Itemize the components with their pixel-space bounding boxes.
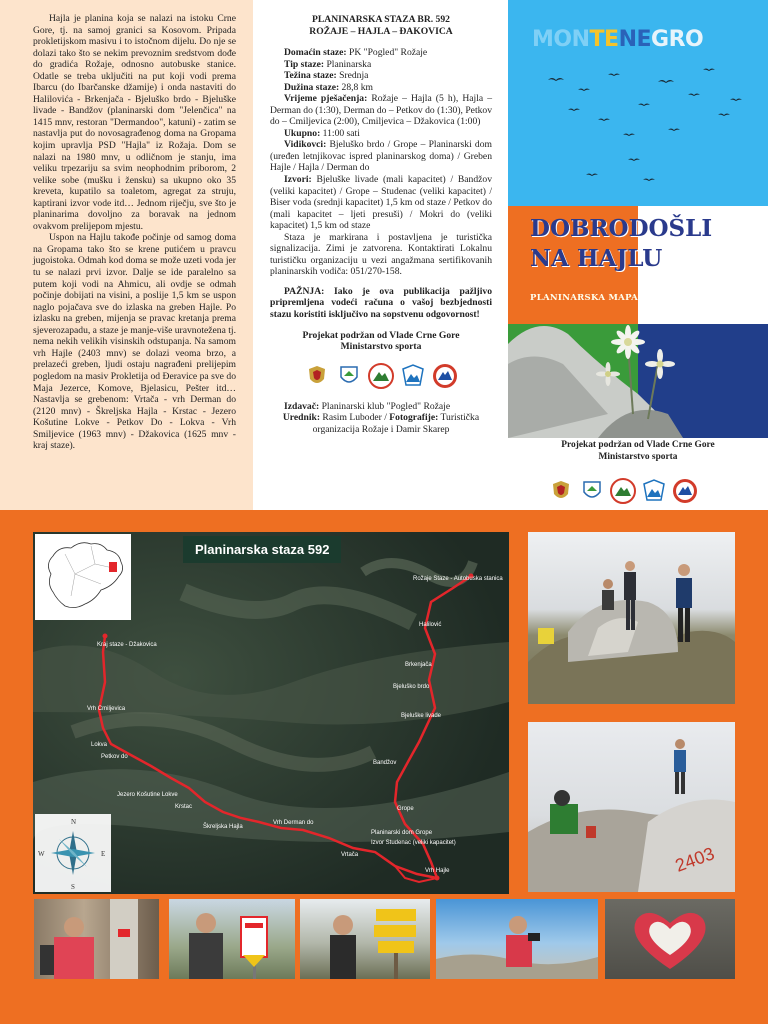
intro-text (33, 13, 236, 452)
mountain-club-badge-icon (368, 363, 394, 389)
svg-text:2403: 2403 (672, 843, 717, 876)
cover-sponsor-logos (548, 478, 698, 504)
compass-rose-icon (35, 814, 111, 892)
photographer-photo (436, 899, 598, 979)
cover-panel (508, 0, 768, 510)
trail-map (33, 532, 509, 894)
waypoint-brkenjaca: Brkenjača (405, 662, 432, 668)
cover-title: DOBRODOŠLI NA HAJLU (530, 215, 713, 272)
waypoint-halilovic: Halilović (419, 622, 442, 628)
montenegro-coat-of-arms-icon (548, 478, 574, 504)
hikers-on-summit-photo (528, 532, 735, 704)
springs-line: Izvori: Bjeluške livade (mali kapacitet) / Bandžov (veliki kapacitet) / Grope – Studenac (veliki kapacitet) / Biser voda (srednji kapacitet) 1,5 km od staze / Petkov do (mali kapacitet – ljeti presuši) / Mokri do (veliki kapacitet) 1,5 km od staze (270, 174, 492, 232)
host-line: Domaćin staze: PK "Pogled" Rožaje (284, 47, 428, 58)
rozaje-crest-icon (579, 478, 605, 504)
waypoint-petkov: Petkov do (101, 754, 128, 760)
signpost-photo (300, 899, 430, 979)
map-and-photos-area (0, 510, 768, 1024)
montenegro-coat-of-arms-icon (304, 363, 330, 389)
total-line: Ukupno: 11:00 sati (284, 127, 360, 139)
waypoint-vrtaca: Vrtača (341, 852, 359, 858)
mountain-club-badge-icon (610, 478, 636, 504)
waypoint-bjelusko-brdo: Bjeluško brdo (393, 684, 430, 690)
editor-line: Urednik: Rasim Luboder / Fotografije: Turistička organizacija Rožaje i Damir Skarep (282, 412, 480, 435)
waypoint-skreljska: Škreljska Hajla (203, 824, 243, 830)
waypoint-lokva: Lokva (91, 742, 108, 748)
time-line: Vrijeme pješačenja: Rožaje – Hajla (5 h), Hajla – Derman do (1:30), Derman do – Petkov do (1:30), Petkov do – Cmiljevica (2:00), Cmiljevica – Džakovica (1:00) (270, 93, 492, 128)
map-title: Planinarska staza 592 (183, 536, 341, 563)
waypoint-dzakovica: Kraj staze - Džakovica (97, 642, 157, 648)
sponsor-text: Projekat podržan od Vlade Crne Gore Ministarstvo sporta (302, 329, 460, 353)
marked-text: Staza je markirana i postavljena je turistička signalizacija. Zimi je zatvorena. Kontaktirati Lokalnu turističku organizaciju u vezi angažmana sertifikovanih planinarskih vodiča: 051/270-158. (270, 231, 492, 278)
cover-sky (508, 0, 768, 206)
waypoint-start: Rožaje Staze - Autobuska stanica (413, 576, 503, 582)
trail-sign-photo (169, 899, 295, 979)
waypoint-studenac: Izvor Studenac (veliki kapacitet) (371, 840, 456, 846)
waypoint-cmiljevica: Vrh Cmiljevica (87, 706, 126, 712)
length-line: Dužina staze: 28,8 km (284, 81, 374, 93)
compass-s: S (71, 883, 75, 891)
birds-flock-icon (508, 0, 768, 206)
waypoint-dom-grope: Planinarski dom Grope (371, 830, 433, 836)
hiking-badge-icon (641, 478, 667, 504)
heart-rock-photo (605, 899, 735, 979)
cover-subtitle: PLANINARSKA MAPA (530, 293, 639, 303)
waypoint-vrh-hajle: Vrh Hajle (425, 868, 450, 874)
difficulty-line: Težina staze: Srednja (284, 70, 369, 82)
montenegro-logo: MONTENEGRO (532, 27, 704, 52)
views-line: Vidikovci: Bjeluško brdo / Gropе – Planinarski dom (uređen letnjikovac ispred planinarskog doma) / Greben Hajle / Hajla / Derman do (270, 139, 492, 174)
edelweiss-rock-image (508, 304, 768, 438)
waypoint-jezero: Jezero Košutine Lokve (117, 792, 178, 798)
alpine-association-badge-icon (432, 363, 458, 389)
rozaje-crest-icon (336, 363, 362, 389)
trail-info-panel (253, 0, 508, 510)
intro-panel (0, 0, 253, 510)
hikers-in-fog-photo (528, 722, 735, 892)
waypoint-bjeluske-livade: Bjeluške livade (401, 713, 442, 719)
compass-n: N (71, 818, 77, 826)
waypoint-derman: Vrh Derman do (273, 820, 314, 826)
publisher-line: Izdavač: Planinarski klub "Pogled" Rožaje (284, 400, 451, 412)
marking-trail-photo (34, 899, 159, 979)
sponsor-logos (270, 363, 492, 389)
hiking-badge-icon (400, 363, 426, 389)
compass-w: W (38, 850, 45, 858)
waypoint-grope: Grope (397, 806, 414, 812)
warning-text: PAŽNJA: Iako je ova publikacija pažljivo pripremljena vodeći računa o vašoj bezbjednosti stazu koristiti isključivo na sopstvenu odgovornost! (270, 285, 492, 321)
type-line: Tip staze: Planinarska (284, 58, 372, 70)
intro-paragraph-2: Uspon na Hajlu takođe počinje od samog doma na Gropama tako što se krene putićem u pravcu jugoistoka. Odmah kod doma se može uzeti voda jer tu se nalazi prvi izvor. Dalje se ide paralelno sa putem koji vodi na Ahmicu, ali ovdje se odmah počinje dobijati na visini, a poslije 1,5 km se uspon naglo pojačava sve do izlaska na greben Hajle. Po izlasku na greben, mijenja se pravac kretanja prema sjeverozapadu, a staze je manje-više uravnotežena tj. nema nekih velikih visinskih odstupanja. Na samom vrh Hajle (2403 mnv) se dolazi veoma brzo, a prelazeći greben, ljudi ostaju nagrađeni prelijepim pogledom na masiv Prokletija od Đeravice pa sve do Maja Jezerce, Komove, Bjelasicu, Pešter itd… Nastavlja se grebenom: Vrtača - vrh Derman do (2120 mnv) - Škreljska Hajla - Krstac - Jezero Košutine Lokve - Petkov Do - Lokva - Vrh Smiljevice (1963 mnv) - Džakovica (1625 mnv - kraj staze). (33, 232, 236, 452)
trail-title: PLANINARSKA STAZA BR. 592 ROŽAJE – HAJLA – ĐAKOVICA (309, 14, 453, 37)
cover-sponsor-text: Projekat podržan od Vlade Crne Gore Ministarstvo sporta (561, 440, 715, 462)
alpine-association-badge-icon (672, 478, 698, 504)
intro-paragraph-1: Hajla je planina koja se nalazi na istoku Crne Gore, tj. na samoj granici sa Kosovom. Pripada prokletijskom masivu i to istočnom dijelu. Do nje se dolazi tako što se nekim prevoznim sredstvom dođe do gradića Rožaje, odnosno autobuske stanice. Odatle se treba uključiti na put koji vodi prema Ibarcu (do Ibarčanske džamije) i onda nastaviti do Halilovića - Brkenjača - Bjeluško brdo - Bjeluške livade - Bandžov (planinarski dom "Jelenčica" na 1415 mnv, restoran "Dermandoo", katuni) - zatim se nastavlja put do novosagrađenog doma na Gropama kojim upravlja PSD "Hajla" iz Rožaja. Dom se nalazi na 1980 mnv, u odličnom je stanju, ima veliku trpezariju sa svim neophodnim priborom, 2 velike sobe (mušku i žensku) sa ukupno oko 35 kreveta, kupatilo sa toaletom, agregat za struju, kaptirani izvor vode itd… Jednom riječju, sve što je planinarima dovoljno za boravak na jednom ovakvom prelijepom mjestu. (33, 13, 236, 232)
waypoint-krstac: Krstac (175, 804, 193, 810)
compass-e: E (101, 850, 106, 858)
waypoint-bandzov: Bandžov (373, 760, 397, 766)
